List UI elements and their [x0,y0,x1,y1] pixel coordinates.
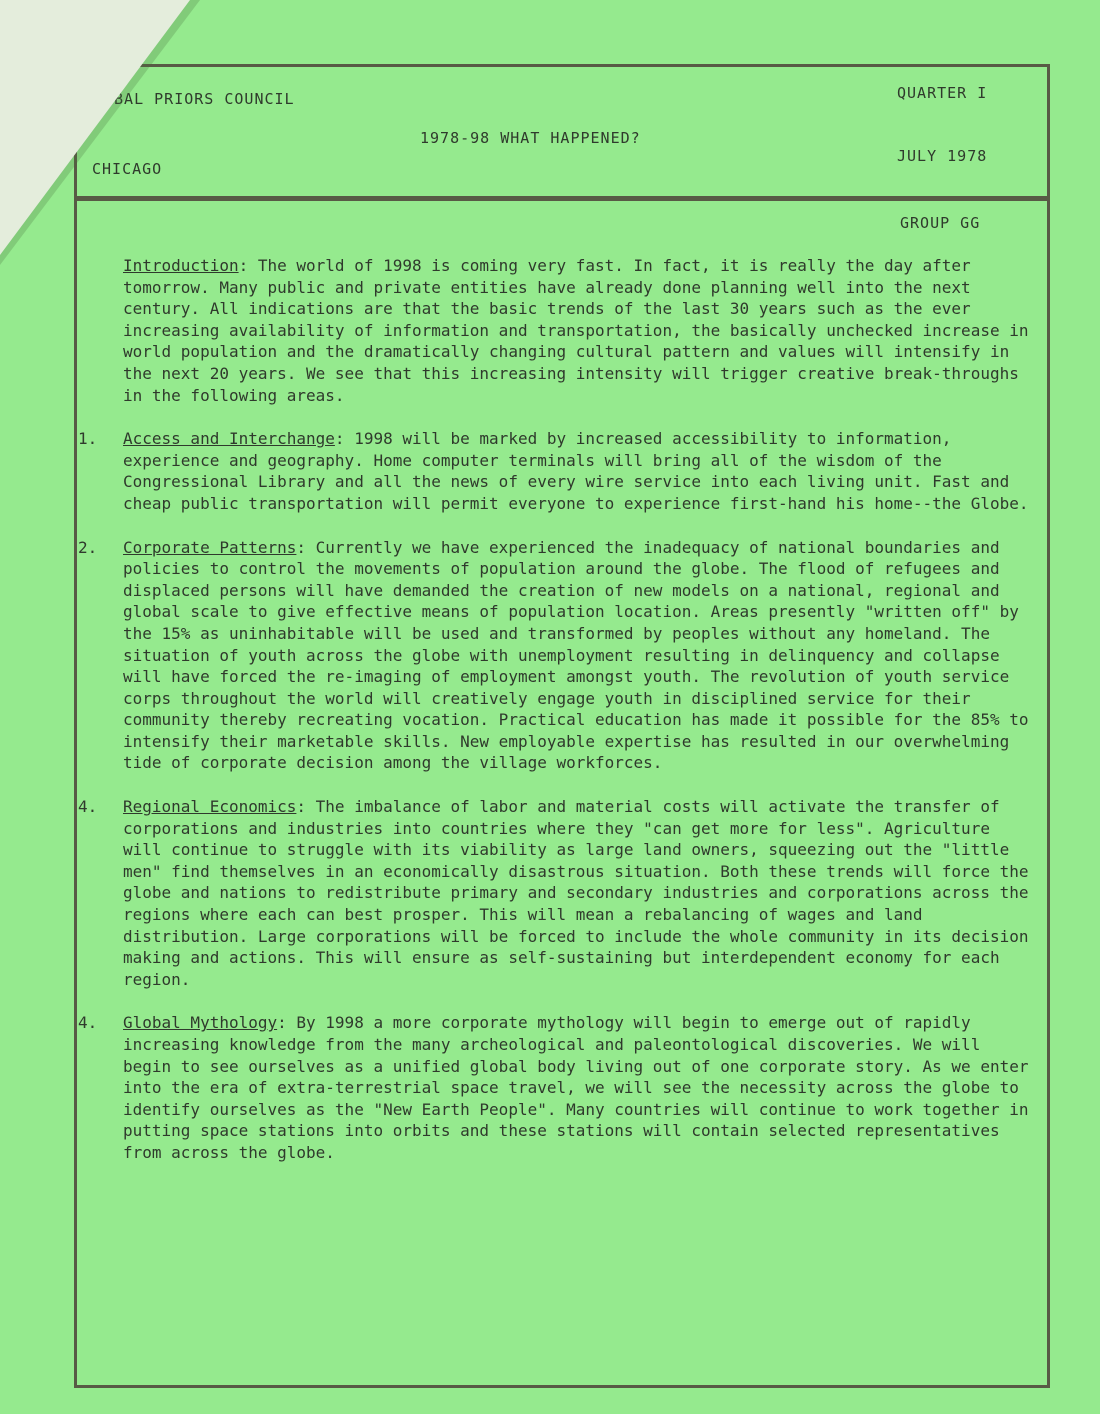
section-heading: Regional Economics [123,797,297,817]
section-text: : Currently we have experienced the inadequacy of national boundaries and policies to control the movements of population around the globe. The flood of refugees and displaced persons will have demanded the creation of new models on a national, regional and global scale to give effective means of population location. Areas presently "written off" by the 15% as uninhabitable will be used and transformed by peoples without any homeland. The situation of youth across the globe with unemployment resulting in delinquency and collapse will have forced the re-imaging of employment amongst youth. The revolution of youth service corps throughout the world will creatively engage youth in disciplined service for their community thereby recreating vocation. Practical education has made it possible for the 85% to intensify their marketable skills. New employable expertise has resulted in our overwhelming tide of corporate decision among the village workforces. [123,537,1029,773]
header-divider [74,196,1050,201]
section-heading: Global Mythology [123,1013,278,1033]
section-text: : The imbalance of labor and material costs will activate the transfer of corporations and industries into countries where they "can get more for less". Agriculture will continue to struggle with its viability as large land owners, squeezing out the "little men" find themselves in an economically disastrous situation. Both these trends will force the globe and nations to redistribute primary and secondary industries and corporations across the regions where each can best prosper. This will mean a rebalancing of wages and land distribution. Large corporations will be forced to include the whole community in its decision making and actions. This will ensure as self-sustaining but interdependent economy for each region. [123,797,1029,989]
city-label: CHICAGO [92,160,163,178]
section-global-mythology [78,1012,1038,1163]
section-heading: Access and Interchange [123,429,335,449]
quarter-label: QUARTER I [897,84,988,102]
section-number: 4. [78,1013,98,1033]
section-heading: Corporate Patterns [123,537,297,557]
section-text: : By 1998 a more corporate mythology will begin to emerge out of rapidly increasing knowledge from the many archeological and paleontological discoveries. We will begin to see ourselves as a unified global body living out of one corporate story. As we enter into the era of extra-terrestrial space travel, we will see the necessity across the globe to identify ourselves as the "New Earth People". Many countries will continue to work together in putting space stations into orbits and these stations will contain selected representatives from across the globe. [123,1013,1029,1162]
org-name: OBAL PRIORS COUNCIL [104,90,295,108]
date-label: JULY 1978 [897,147,988,165]
section-corporate-patterns [78,537,1038,775]
document-body [78,255,1038,1186]
section-access [78,428,1038,514]
section-regional-economics [78,796,1038,990]
section-number: 4. [78,797,98,817]
intro-heading: Introduction [123,256,239,275]
section-text: : 1998 will be marked by increased accessibility to information, experience and geography. Home computer terminals will bring all of the wisdom of the Congressional Library and all the news of every wire service into each living unit. Fast and cheap public transportation will permit everyone to experience first-hand his home--the Globe. [123,429,1029,513]
section-number: 1. [78,429,98,449]
intro-text: : The world of 1998 is coming very fast. In fact, it is really the day after tomorrow. Many public and private entities have already done planning well into the next century. All indications are that the basic trends of the last 30 years such as the ever increasing availability of information and transportation, the basically unchecked increase in world population and the dramatically changing cultural pattern and values will intensify in the next 20 years. We see that this increasing intensity will trigger creative break-throughs in the following areas. [123,256,1029,405]
section-number: 2. [78,537,98,557]
document-title: 1978-98 WHAT HAPPENED? [420,129,641,147]
page-corner-curl [0,0,190,255]
group-label: GROUP GG [900,214,981,232]
intro-paragraph [123,255,1038,406]
